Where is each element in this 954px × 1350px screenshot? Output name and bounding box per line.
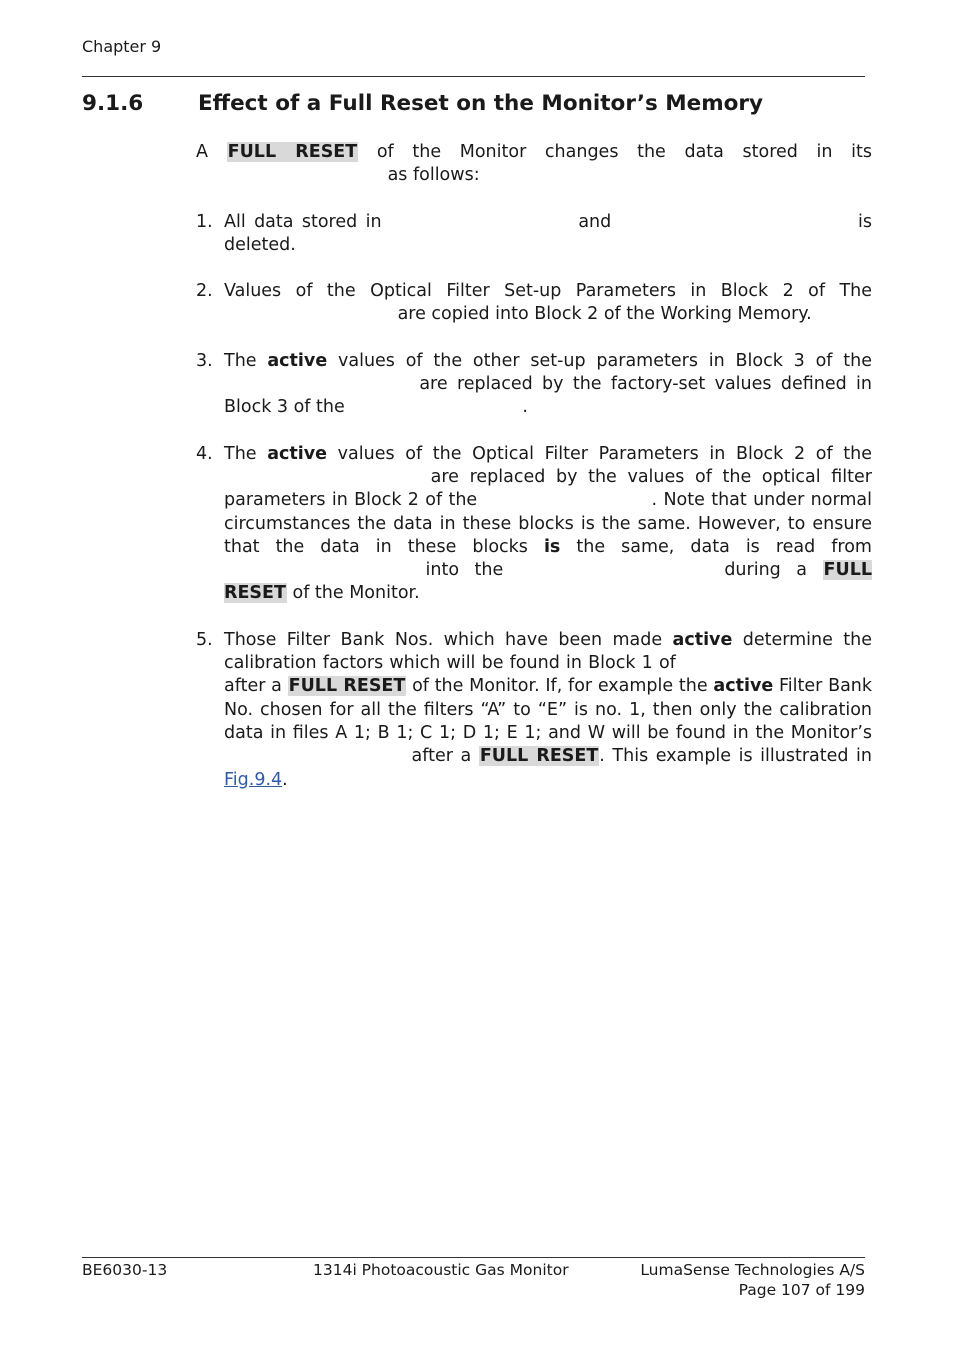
effects-list <box>196 211 872 792</box>
intro-paragraph: A FULL RESET of the Monitor changes the data stored in its as follows: <box>196 142 872 186</box>
full-reset-key: FULL RESET <box>224 560 872 604</box>
section-body <box>196 141 872 815</box>
full-reset-key: FULL RESET <box>288 676 406 697</box>
full-reset-key: FULL RESET <box>479 746 599 767</box>
list-item: 2. Values of the Optical Filter Set-up Parameters in Block 2 of The are copied into Block 2 of the Working Memory. <box>196 281 872 325</box>
footer-company: LumaSense Technologies A/S <box>640 1261 865 1279</box>
chapter-label: Chapter 9 <box>82 37 162 56</box>
footer-divider <box>82 1257 865 1258</box>
footer-product: 1314i Photoacoustic Gas Monitor <box>313 1261 569 1279</box>
section-title: Effect of a Full Reset on the Monitor’s Memory <box>198 91 764 116</box>
list-item: 5. Those Filter Bank Nos. which have been made active determine the calibration factors which will be found in Block 1 of after a FULL RESET of the Monitor. If, for example the active Filter Bank No. chosen for all the filters “A” to “E” is no. 1, then only the calibration data in files A 1; B 1; C 1; D 1; E 1; and W will be found in the Monitor’s after a FULL RESET. This example is illustrated in Fig.9.4. <box>196 629 873 790</box>
footer-company-page <box>640 1261 865 1300</box>
header-divider <box>82 76 865 77</box>
full-reset-key: FULL RESET <box>227 142 358 162</box>
footer-doc-id: BE6030-13 <box>82 1261 168 1279</box>
list-item: 4. The active values of the Optical Filter Parameters in Block 2 of the are replaced by the values of the optical filter parameters in Block 2 of the . Note that under normal circumstances the data in these blocks is the same. However, to ensure that the data in these blocks is the same, data is read from into the during a FULL RESET of the Monitor. <box>196 443 872 604</box>
section-number: 9.1.6 <box>82 91 144 116</box>
list-item: 1. All data stored in and is deleted. <box>196 211 872 255</box>
section-heading <box>82 91 763 116</box>
footer-page-number: Page 107 of 199 <box>738 1280 865 1299</box>
fig-9-4-link[interactable]: Fig.9.4 <box>224 769 283 790</box>
list-item: 3. The active values of the other set-up parameters in Block 3 of the are replaced by the factory-set values defined in Block 3 of the . <box>196 350 872 418</box>
